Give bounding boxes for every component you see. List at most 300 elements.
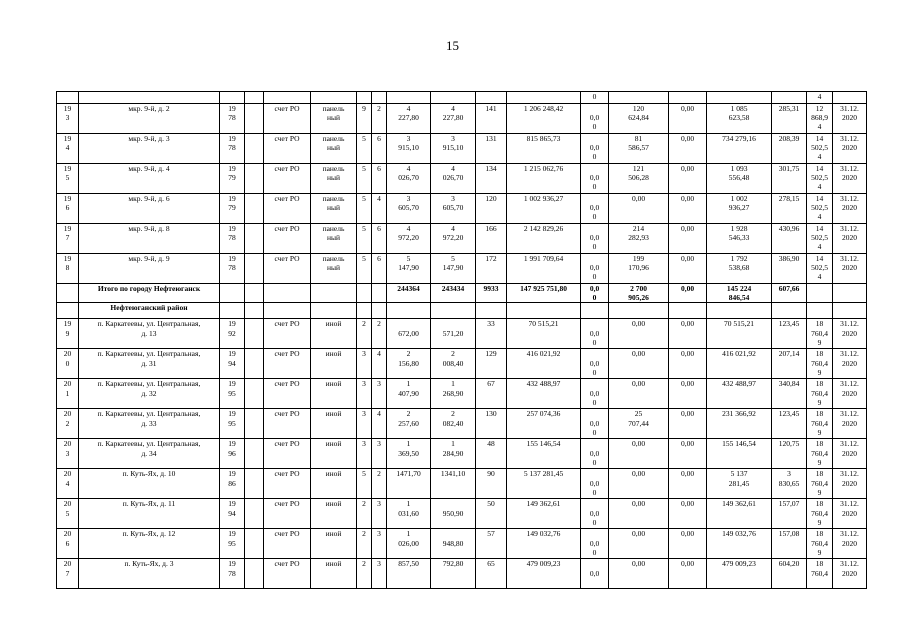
cell-mat: панель ный (311, 164, 357, 194)
cell-c1: 1 002 936,27 (507, 194, 581, 224)
cell-empty (245, 164, 264, 194)
cell-a1: 1471,70 (387, 469, 431, 499)
cell-u: 123,45 (772, 319, 807, 349)
cell-c1: 1 215 062,76 (507, 164, 581, 194)
cell-c4: 231 366,92 (707, 409, 772, 439)
cell-ent: 2 (372, 469, 387, 499)
cell-c2: 0,00 (609, 379, 669, 409)
cell-c2: 0,00 (609, 529, 669, 559)
total-c3: 0,00 (669, 284, 707, 303)
cell-addr: п. Куть-Ях, д. 11 (79, 499, 220, 529)
total-c4: 145 224 846,54 (707, 284, 772, 303)
cell-empty (245, 254, 264, 284)
cell-c3: 0,00 (669, 559, 707, 589)
cell-d: 31.12. 2020 (833, 194, 867, 224)
cell-c2: 0,00 (609, 319, 669, 349)
cell-empty (833, 303, 867, 319)
cell-d: 31.12. 2020 (833, 439, 867, 469)
cell-f: 0,0 0 (581, 319, 609, 349)
cell-empty (245, 319, 264, 349)
cell-c3: 0,00 (669, 349, 707, 379)
cell-u: 340,84 (772, 379, 807, 409)
cell-ent: 3 (372, 499, 387, 529)
cell-ent: 2 (372, 104, 387, 134)
cell-empty (372, 303, 387, 319)
cell-mat: иной (311, 499, 357, 529)
cell-a2: 4 026,70 (431, 164, 476, 194)
cell-ent: 3 (372, 439, 387, 469)
cell-year: 19 95 (220, 529, 245, 559)
total-row (57, 284, 867, 303)
cell-acc: счет РО (264, 104, 311, 134)
cell-empty (245, 499, 264, 529)
cell-fl: 3 (357, 349, 372, 379)
cell-num: 20 1 (57, 379, 79, 409)
cell-empty (357, 303, 372, 319)
cell-a2: 4 972,20 (431, 224, 476, 254)
cell-res: 33 (476, 319, 507, 349)
cell-n: 18 760,4 9 (807, 439, 833, 469)
cell-n: 18 760,4 9 (807, 529, 833, 559)
cell-d: 31.12. 2020 (833, 469, 867, 499)
cell-n: 14 502,5 4 (807, 194, 833, 224)
cell-a2: 4 227,80 (431, 104, 476, 134)
cell-c1: 479 009,23 (507, 559, 581, 589)
cell-c3: 0,00 (669, 224, 707, 254)
cell-c4: 1 792 538,68 (707, 254, 772, 284)
table-row (57, 529, 867, 559)
cell-c4: 5 137 281,45 (707, 469, 772, 499)
cell-year: 19 95 (220, 379, 245, 409)
cell-a2: 2 082,40 (431, 409, 476, 439)
cell-c1: 70 515,21 (507, 319, 581, 349)
cell-a1: 5 147,90 (387, 254, 431, 284)
cell-c3: 0,00 (669, 194, 707, 224)
total-res: 9933 (476, 284, 507, 303)
cell-u: 208,39 (772, 134, 807, 164)
cell-addr: п. Куть-Ях, д. 10 (79, 469, 220, 499)
cell-c2: 120 624,84 (609, 104, 669, 134)
cell-c2: 0,00 (609, 499, 669, 529)
cell-res: 166 (476, 224, 507, 254)
cell-c2: 214 282,93 (609, 224, 669, 254)
cell-empty (57, 303, 79, 319)
cell-num: 19 5 (57, 164, 79, 194)
cell-u: 120,75 (772, 439, 807, 469)
cell-u: 157,08 (772, 529, 807, 559)
cell-res: 48 (476, 439, 507, 469)
cell-c2: 0,00 (609, 469, 669, 499)
cell-a2: 3 915,10 (431, 134, 476, 164)
cell-ent: 6 (372, 164, 387, 194)
cell-mat: иной (311, 469, 357, 499)
cell-empty (707, 303, 772, 319)
cell-empty (245, 284, 264, 303)
cell-ent: 3 (372, 379, 387, 409)
cell-empty (311, 303, 357, 319)
cell-f: 0,0 0 (581, 164, 609, 194)
cell-year: 19 92 (220, 319, 245, 349)
cell-c3: 0,00 (669, 439, 707, 469)
cell-n: 12 868,9 4 (807, 104, 833, 134)
cell-c4: 1 002 936,27 (707, 194, 772, 224)
cell-a1: 2 156,80 (387, 349, 431, 379)
cell-year: 19 95 (220, 409, 245, 439)
cell-d: 31.12. 2020 (833, 224, 867, 254)
cell-c3: 0,00 (669, 319, 707, 349)
cell-c2: 81 586,57 (609, 134, 669, 164)
cell-acc: счет РО (264, 194, 311, 224)
cell-empty (507, 303, 581, 319)
cell-n: 18 760,4 9 (807, 319, 833, 349)
cell-f: 0,0 0 (581, 499, 609, 529)
cell-year: 19 86 (220, 469, 245, 499)
cell-a1: 4 972,20 (387, 224, 431, 254)
cell-c3: 0,00 (669, 499, 707, 529)
cell-c1: 1 991 709,64 (507, 254, 581, 284)
cell-ent: 3 (372, 529, 387, 559)
cell-c2: 0,00 (609, 439, 669, 469)
cell-c2: 121 506,28 (609, 164, 669, 194)
cell-empty (57, 284, 79, 303)
cell-c1: 5 137 281,45 (507, 469, 581, 499)
cell-fl: 3 (357, 439, 372, 469)
cell-acc: счет РО (264, 319, 311, 349)
cell-res: 141 (476, 104, 507, 134)
cell-res: 90 (476, 469, 507, 499)
cell-c3: 0,00 (669, 529, 707, 559)
cell-n: 18 760,4 9 (807, 469, 833, 499)
total-label: Итого по городу Нефтеюганск (79, 284, 220, 303)
cell-acc: счет РО (264, 349, 311, 379)
cell-a1: 4 026,70 (387, 164, 431, 194)
cell-n: 18 760,4 9 (807, 349, 833, 379)
cell-res: 120 (476, 194, 507, 224)
cell-acc: счет РО (264, 409, 311, 439)
table-row (57, 499, 867, 529)
cell-n: 18 760,4 (807, 559, 833, 589)
cell-u: 285,31 (772, 104, 807, 134)
cell-empty (245, 529, 264, 559)
cell-empty (807, 303, 833, 319)
cell-res: 134 (476, 164, 507, 194)
cell-empty (372, 284, 387, 303)
cell-d: 31.12. 2020 (833, 254, 867, 284)
cell-empty (807, 284, 833, 303)
cell-empty (245, 439, 264, 469)
cell-a2: 1341,10 (431, 469, 476, 499)
cell-num: 20 4 (57, 469, 79, 499)
cell-f: 0,0 0 (581, 349, 609, 379)
cell-res: 172 (476, 254, 507, 284)
cell-c2: 0,00 (609, 194, 669, 224)
cell-a1: 4 227,80 (387, 104, 431, 134)
cell-num: 20 0 (57, 349, 79, 379)
cell-year: 19 94 (220, 349, 245, 379)
cell-empty (609, 303, 669, 319)
cell-addr: п. Каркатеевы, ул. Центральная, д. 13 (79, 319, 220, 349)
cell-a2: 1 268,90 (431, 379, 476, 409)
cell-acc: счет РО (264, 499, 311, 529)
cell-year: 19 78 (220, 224, 245, 254)
cell-res: 65 (476, 559, 507, 589)
cell-res: 131 (476, 134, 507, 164)
cell-year: 19 78 (220, 104, 245, 134)
cell-u: 207,14 (772, 349, 807, 379)
cell-f: 0 (581, 92, 609, 104)
total-c2: 2 700 905,26 (609, 284, 669, 303)
cell-num: 19 7 (57, 224, 79, 254)
cell-empty (245, 194, 264, 224)
cell-d: 31.12. 2020 (833, 349, 867, 379)
cell-f: 0,0 0 (581, 194, 609, 224)
cell-addr: мкр. 9-й, д. 9 (79, 254, 220, 284)
cell-ent: 6 (372, 134, 387, 164)
cell-addr: мкр. 9-й, д. 4 (79, 164, 220, 194)
cell-addr: мкр. 9-й, д. 8 (79, 224, 220, 254)
cell-c2: 25 707,44 (609, 409, 669, 439)
cell-addr: п. Каркатеевы, ул. Центральная, д. 32 (79, 379, 220, 409)
cell-a1: 1 031,60 (387, 499, 431, 529)
cell-ent: 6 (372, 224, 387, 254)
cell-c3: 0,00 (669, 134, 707, 164)
table-row (57, 134, 867, 164)
cell-a2: 1 284,90 (431, 439, 476, 469)
cell-n: 18 760,4 9 (807, 409, 833, 439)
cell-mat: иной (311, 409, 357, 439)
cell-addr: мкр. 9-й, д. 3 (79, 134, 220, 164)
cell-empty (245, 224, 264, 254)
cell-f: 0,0 0 (581, 529, 609, 559)
cell-c1: 155 146,54 (507, 439, 581, 469)
cell-empty (245, 379, 264, 409)
cell-a1: 1 369,50 (387, 439, 431, 469)
cell-d: 31.12. 2020 (833, 409, 867, 439)
table-row (57, 469, 867, 499)
cell-mat: иной (311, 349, 357, 379)
cell-empty (245, 303, 264, 319)
cell-f: 0,0 0 (581, 254, 609, 284)
cell-c3: 0,00 (669, 409, 707, 439)
cell-f: 0,0 (581, 559, 609, 589)
cell-c4: 1 928 546,33 (707, 224, 772, 254)
cell-ent: 2 (372, 319, 387, 349)
cell-mat: иной (311, 529, 357, 559)
cell-a2: 792,80 (431, 559, 476, 589)
cell-acc: счет РО (264, 379, 311, 409)
cell-c4: 1 085 623,58 (707, 104, 772, 134)
cell-n: 18 760,4 9 (807, 379, 833, 409)
cell-fl: 2 (357, 319, 372, 349)
district-row (57, 303, 867, 319)
page-number: 15 (446, 38, 459, 53)
cell-a1: 1 407,90 (387, 379, 431, 409)
cell-c4: 432 488,97 (707, 379, 772, 409)
cell-a2: 2 008,40 (431, 349, 476, 379)
table-row (57, 104, 867, 134)
table-row (57, 194, 867, 224)
cell-ent: 4 (372, 409, 387, 439)
cell-a1: 2 257,60 (387, 409, 431, 439)
cell-empty (245, 349, 264, 379)
cell-mat: панель ный (311, 104, 357, 134)
cell-u: 604,20 (772, 559, 807, 589)
cell-addr: п. Каркатеевы, ул. Центральная, д. 33 (79, 409, 220, 439)
cell-empty (220, 303, 245, 319)
cell-f: 0,0 0 (581, 439, 609, 469)
cell-fl: 5 (357, 194, 372, 224)
cell-empty (245, 134, 264, 164)
cell-ent: 3 (372, 559, 387, 589)
cell-num: 20 3 (57, 439, 79, 469)
table-row (57, 92, 867, 104)
cell-fl: 3 (357, 409, 372, 439)
cell-acc: счет РО (264, 439, 311, 469)
cell-c4: 149 032,76 (707, 529, 772, 559)
cell-c4: 155 146,54 (707, 439, 772, 469)
cell-u: 386,90 (772, 254, 807, 284)
cell-a1: 672,00 (387, 319, 431, 349)
cell-a2: 5 147,90 (431, 254, 476, 284)
cell-empty (245, 409, 264, 439)
cell-a2: 571,20 (431, 319, 476, 349)
cell-fl: 9 (357, 104, 372, 134)
cell-a1: 1 026,00 (387, 529, 431, 559)
cell-fl: 2 (357, 499, 372, 529)
cell-c3: 0,00 (669, 469, 707, 499)
cell-empty (245, 469, 264, 499)
cell-u: 301,75 (772, 164, 807, 194)
cell-ent: 4 (372, 194, 387, 224)
cell-c1: 815 865,73 (507, 134, 581, 164)
table-row (57, 379, 867, 409)
cell-c1: 432 488,97 (507, 379, 581, 409)
cell-a1: 3 915,10 (387, 134, 431, 164)
table-row (57, 439, 867, 469)
table-row (57, 349, 867, 379)
cell-c4: 149 362,61 (707, 499, 772, 529)
cell-fl: 5 (357, 134, 372, 164)
cell-n: 14 502,5 4 (807, 164, 833, 194)
cell-fl: 5 (357, 469, 372, 499)
cell-addr: п. Куть-Ях, д. 3 (79, 559, 220, 589)
cell-c4: 479 009,23 (707, 559, 772, 589)
cell-res: 57 (476, 529, 507, 559)
cell-num: 20 7 (57, 559, 79, 589)
cell-c4: 734 279,16 (707, 134, 772, 164)
cell-d: 31.12. 2020 (833, 559, 867, 589)
table-row (57, 224, 867, 254)
cell-c2: 0,00 (609, 559, 669, 589)
total-a2: 243434 (431, 284, 476, 303)
cell-fl: 5 (357, 224, 372, 254)
cell-empty (833, 284, 867, 303)
cell-c2: 199 170,96 (609, 254, 669, 284)
cell-year: 19 78 (220, 134, 245, 164)
cell-empty (431, 303, 476, 319)
cell-acc: счет РО (264, 164, 311, 194)
cell-acc: счет РО (264, 529, 311, 559)
cell-u: 278,15 (772, 194, 807, 224)
cell-c1: 149 032,76 (507, 529, 581, 559)
cell-mat: иной (311, 319, 357, 349)
cell-empty (245, 104, 264, 134)
cell-empty (357, 284, 372, 303)
cell-c3: 0,00 (669, 104, 707, 134)
cell-d: 31.12. 2020 (833, 499, 867, 529)
cell-a2: 3 605,70 (431, 194, 476, 224)
cell-fl: 5 (357, 254, 372, 284)
cell-empty (264, 284, 311, 303)
cell-n: 4 (807, 92, 833, 104)
cell-mat: иной (311, 559, 357, 589)
cell-year: 19 94 (220, 499, 245, 529)
cell-d: 31.12. 2020 (833, 379, 867, 409)
cell-n: 14 502,5 4 (807, 224, 833, 254)
total-f: 0,0 0 (581, 284, 609, 303)
cell-empty (772, 303, 807, 319)
table-row (57, 164, 867, 194)
cell-num: 19 6 (57, 194, 79, 224)
cell-num: 19 9 (57, 319, 79, 349)
cell-mat: панель ный (311, 194, 357, 224)
cell-c4: 1 093 556,48 (707, 164, 772, 194)
cell-acc: счет РО (264, 224, 311, 254)
cell-f: 0,0 0 (581, 104, 609, 134)
cell-fl: 2 (357, 559, 372, 589)
total-u: 607,66 (772, 284, 807, 303)
cell-c3: 0,00 (669, 254, 707, 284)
cell-u: 3 830,65 (772, 469, 807, 499)
cell-mat: панель ный (311, 254, 357, 284)
cell-empty (264, 303, 311, 319)
cell-num: 20 6 (57, 529, 79, 559)
cell-addr: п. Каркатеевы, ул. Центральная, д. 34 (79, 439, 220, 469)
cell-ent: 4 (372, 349, 387, 379)
cell-acc: счет РО (264, 559, 311, 589)
cell-year: 19 79 (220, 164, 245, 194)
cell-a1: 3 605,70 (387, 194, 431, 224)
cell-fl: 5 (357, 164, 372, 194)
cell-f: 0,0 0 (581, 409, 609, 439)
cell-addr: мкр. 9-й, д. 6 (79, 194, 220, 224)
cell-c1: 149 362,61 (507, 499, 581, 529)
cell-empty (245, 559, 264, 589)
cell-c4: 416 021,92 (707, 349, 772, 379)
cell-fl: 3 (357, 379, 372, 409)
cell-ent: 6 (372, 254, 387, 284)
cell-a2: 948,80 (431, 529, 476, 559)
cell-year: 19 78 (220, 254, 245, 284)
cell-c3: 0,00 (669, 379, 707, 409)
cell-num: 20 5 (57, 499, 79, 529)
cell-empty (387, 303, 431, 319)
cell-acc: счет РО (264, 134, 311, 164)
cell-u: 430,96 (772, 224, 807, 254)
cell-empty (311, 284, 357, 303)
cell-c1: 416 021,92 (507, 349, 581, 379)
cell-u: 123,45 (772, 409, 807, 439)
cell-year: 19 79 (220, 194, 245, 224)
cell-d: 31.12. 2020 (833, 164, 867, 194)
cell-res: 67 (476, 379, 507, 409)
cell-empty (669, 303, 707, 319)
cell-num: 19 4 (57, 134, 79, 164)
cell-d: 31.12. 2020 (833, 529, 867, 559)
cell-acc: счет РО (264, 254, 311, 284)
cell-acc: счет РО (264, 469, 311, 499)
table-body (57, 92, 867, 589)
